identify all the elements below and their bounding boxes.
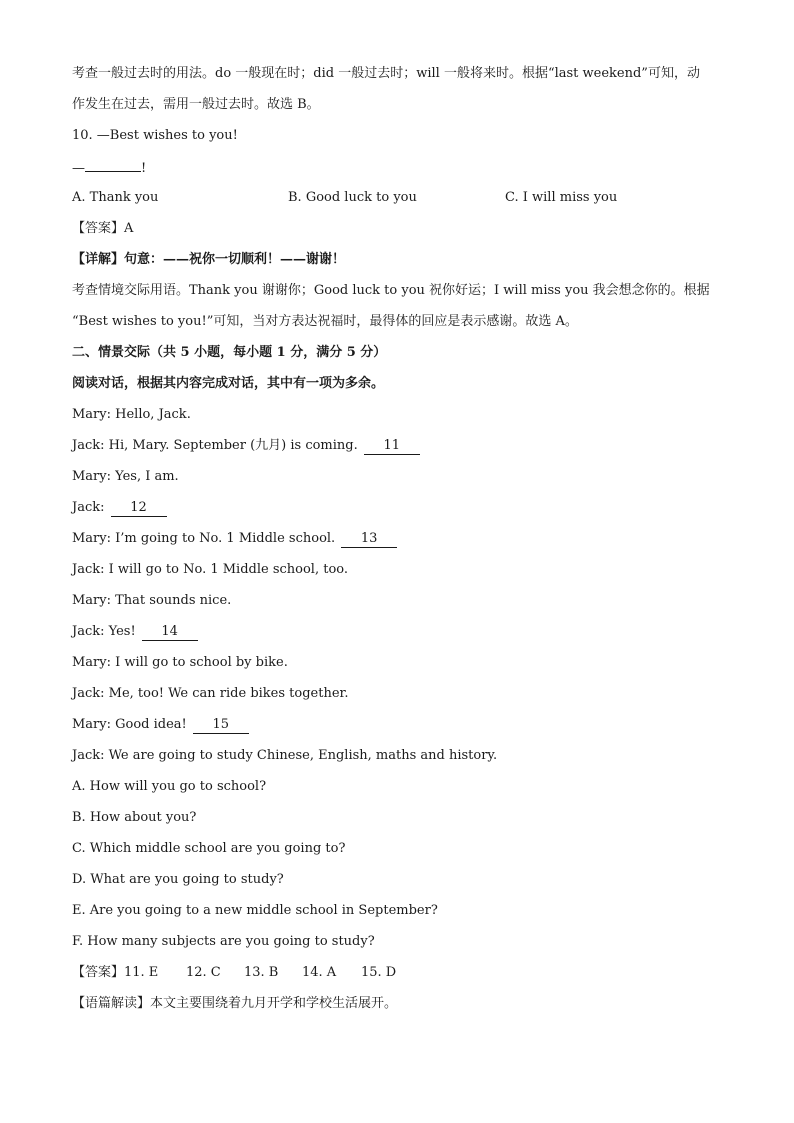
section-instruction: 阅读对话，根据其内容完成对话，其中有一项为多余。 (72, 376, 385, 391)
dialogue-line: Jack: I will go to No. 1 Middle school, too. (72, 562, 349, 577)
dialogue-line: Mary: I will go to school by bike. (72, 655, 288, 670)
dialogue-blank: 14 (142, 624, 198, 641)
dialogue-blank: 13 (341, 531, 397, 548)
analysis-line: 【语篇解读】本文主要围绕着九月开学和学校生活展开。 (72, 996, 398, 1011)
option-b: B. Good luck to you (288, 190, 417, 205)
answer-line: 【答案】A (72, 221, 134, 236)
option-item: A. How will you go to school? (72, 779, 267, 794)
document-page (72, 64, 722, 1025)
dialogue-blank: 12 (111, 500, 167, 517)
dialogue-blank: 11 (364, 438, 420, 455)
reply-prefix: — (72, 161, 85, 176)
explanation-line: 考查一般过去时的用法。do 一般现在时；did 一般过去时；will 一般将来时。根据“last weekend”可知，动 (72, 66, 700, 81)
dialogue-line: Mary: I’m going to No. 1 Middle school. 13 (72, 529, 722, 560)
explanation-line: 考查情境交际用语。Thank you 谢谢你；Good luck to you 祝你好运；I will miss you 我会想念你的。根据 (72, 283, 710, 298)
dialogue-line: Mary: Good idea! 15 (72, 715, 722, 746)
answer-blank (85, 157, 141, 172)
answer-15: 15. D (361, 965, 397, 980)
option-c: C. I will miss you (505, 190, 618, 205)
dialogue-line: Jack: Me, too! We can ride bikes together. (72, 686, 349, 701)
answer-12: 12. C (186, 965, 221, 980)
question-stem: 10. —Best wishes to you! (72, 128, 238, 143)
dialogue-line: Jack: 12 (72, 498, 722, 529)
answer-11: 【答案】11. E (72, 965, 159, 980)
question-options (72, 188, 722, 219)
answer-14: 14. A (302, 965, 337, 980)
option-item: E. Are you going to a new middle school in September? (72, 903, 438, 918)
dialogue-blank: 15 (193, 717, 249, 734)
question-reply (72, 157, 722, 188)
option-item: F. How many subjects are you going to study? (72, 934, 375, 949)
dialogue-line: Mary: That sounds nice. (72, 593, 232, 608)
dialogue-line: Mary: Yes, I am. (72, 469, 179, 484)
detail-line: 【详解】句意：——祝你一切顺利！——谢谢！ (72, 252, 346, 267)
section-title: 二、情景交际（共 5 小题，每小题 1 分，满分 5 分） (72, 345, 387, 360)
dialogue-line: Jack: Hi, Mary. September (九月) is coming. 11 (72, 436, 722, 467)
option-a: A. Thank you (72, 190, 159, 205)
explanation-line: 作发生在过去，需用一般过去时。故选 B。 (72, 97, 320, 112)
answers-row (72, 963, 722, 994)
dialogue-line: Jack: We are going to study Chinese, English, maths and history. (72, 748, 498, 763)
option-item: B. How about you? (72, 810, 197, 825)
dialogue-line: Mary: Hello, Jack. (72, 407, 191, 422)
option-item: C. Which middle school are you going to? (72, 841, 346, 856)
option-item: D. What are you going to study? (72, 872, 284, 887)
explanation-line: “Best wishes to you!”可知，当对方表达祝福时，最得体的回应是表示感谢。故选 A。 (72, 314, 578, 329)
dialogue-line: Jack: Yes! 14 (72, 622, 722, 653)
answer-13: 13. B (244, 965, 279, 980)
reply-suffix: ! (141, 161, 147, 176)
